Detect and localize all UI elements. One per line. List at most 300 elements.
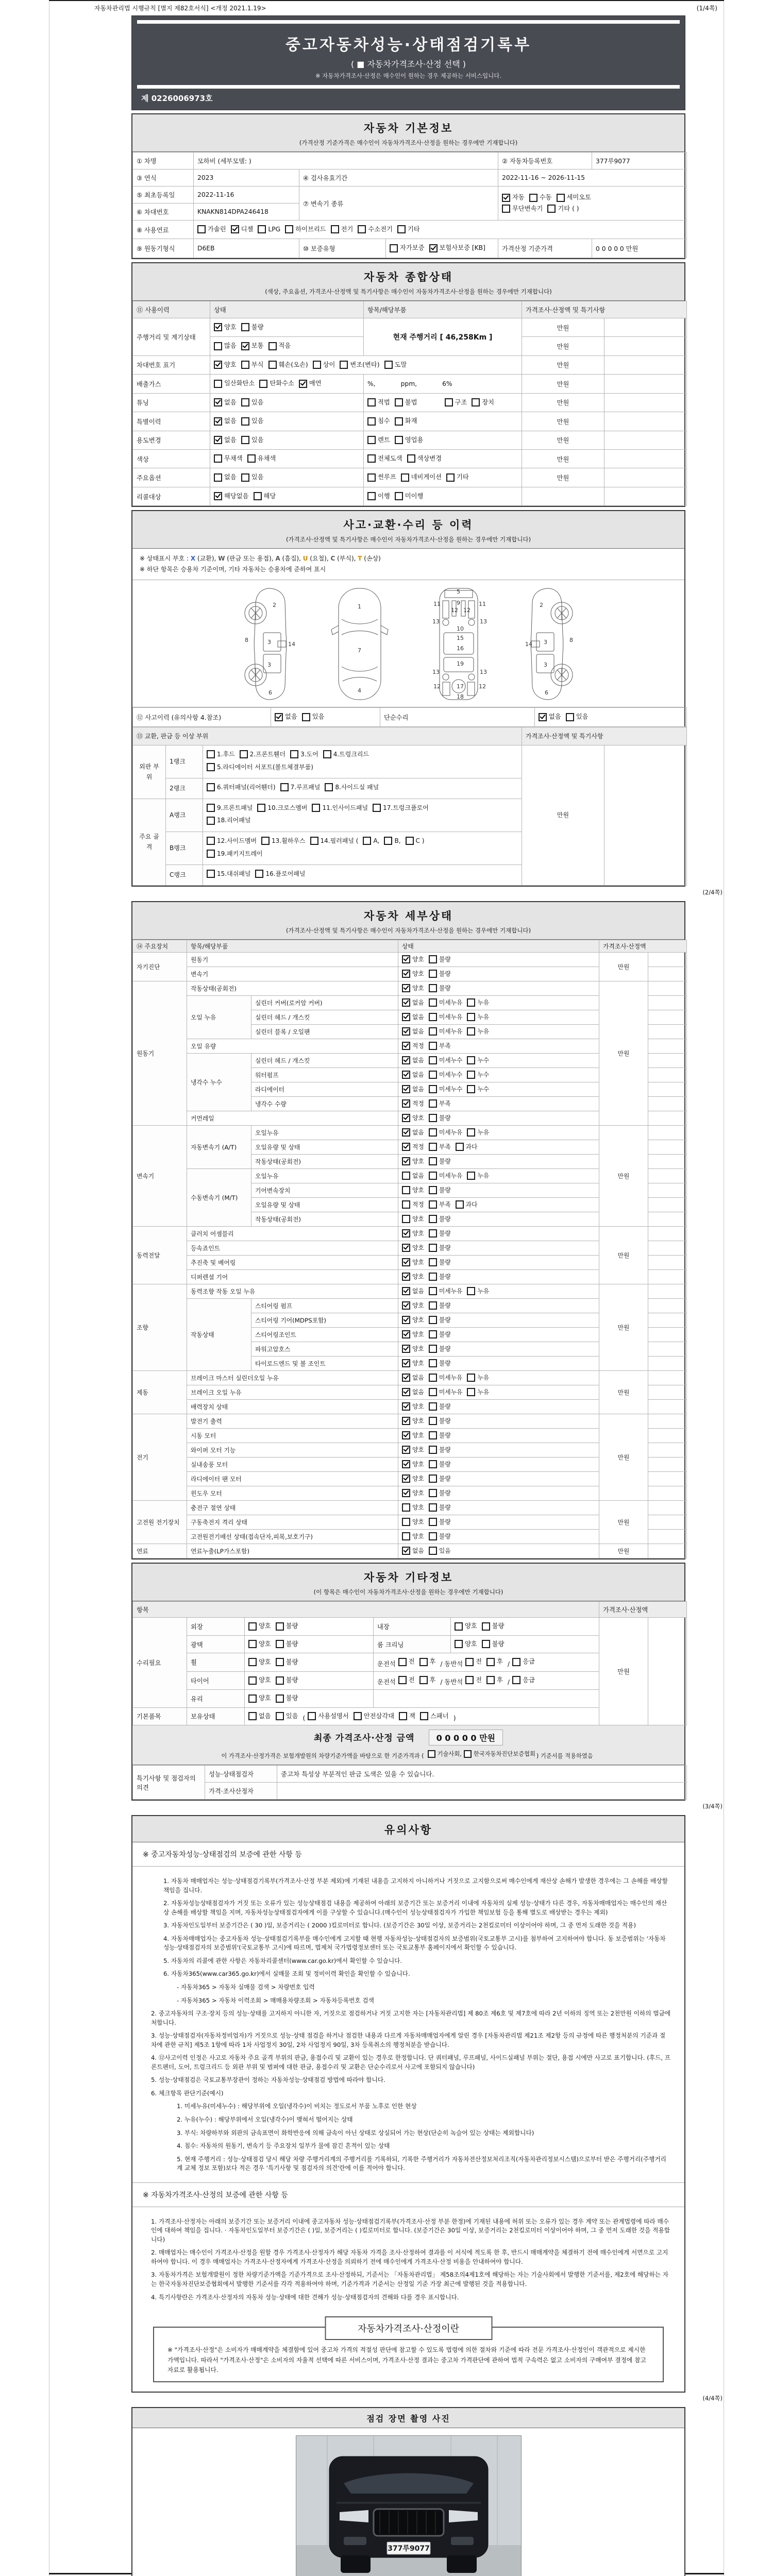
checkbox-group-cell[interactable] [398, 1241, 599, 1256]
checkbox-unchecked-icon[interactable] [390, 244, 398, 252]
checkbox-option[interactable]: 불량 [429, 1358, 451, 1368]
checkbox-option[interactable]: 양호 [402, 1416, 424, 1426]
checkbox-checked-icon[interactable] [402, 1475, 410, 1483]
checkbox-option[interactable]: 전체도색 [367, 453, 402, 464]
checkbox-unchecked-icon[interactable] [367, 454, 376, 463]
checkbox-option[interactable]: 양호 [402, 1228, 424, 1239]
checkbox-unchecked-icon[interactable] [384, 361, 393, 369]
checkbox-option[interactable]: 양호 [214, 360, 237, 370]
checkbox-unchecked-icon[interactable] [367, 492, 376, 500]
checkbox-unchecked-icon[interactable] [472, 398, 480, 406]
checkbox-unchecked-icon[interactable] [512, 1658, 520, 1666]
checkbox-unchecked-icon[interactable] [395, 417, 403, 426]
checkbox-unchecked-icon[interactable] [428, 1750, 435, 1758]
checkbox-option[interactable]: 양호 [402, 1358, 424, 1368]
checkbox-option[interactable]: 기타 [397, 224, 420, 235]
checkbox-group-cell[interactable] [398, 1039, 599, 1053]
checkbox-option[interactable]: 없음 [402, 997, 424, 1008]
checkbox-unchecked-icon[interactable] [467, 1013, 475, 1021]
checkbox-group-cell[interactable] [398, 1183, 599, 1197]
checkbox-unchecked-icon[interactable] [358, 225, 366, 233]
checkbox-option[interactable]: 없음 [214, 435, 237, 446]
checkbox-option[interactable]: C ) [406, 836, 425, 846]
checkbox-unchecked-icon[interactable] [566, 713, 574, 721]
checkbox-group-cell[interactable] [398, 952, 599, 967]
checkbox-option[interactable]: 있음 [566, 711, 589, 722]
checkbox-unchecked-icon[interactable] [395, 398, 403, 406]
checkbox-option[interactable]: 17.트렁크플로어 [373, 803, 429, 813]
checkbox-option[interactable]: 1.후드 [207, 749, 235, 759]
checkbox-option[interactable]: 구조 [445, 397, 467, 408]
checkbox-option[interactable]: 있음 [241, 416, 264, 427]
checkbox-unchecked-icon[interactable] [258, 225, 266, 233]
checkbox-unchecked-icon[interactable] [214, 473, 222, 482]
checkbox-checked-icon[interactable] [402, 970, 410, 978]
checkbox-unchecked-icon[interactable] [429, 955, 437, 963]
checkbox-unchecked-icon[interactable] [399, 1712, 407, 1720]
checkbox-option[interactable]: 보통 [241, 341, 264, 351]
checkbox-unchecked-icon[interactable] [467, 998, 475, 1007]
checkbox-option[interactable]: 7.루프패널 [280, 782, 321, 792]
checkbox-unchecked-icon[interactable] [402, 1172, 410, 1180]
checkbox-option[interactable]: 해당없음 [214, 491, 249, 502]
checkbox-unchecked-icon[interactable] [367, 417, 376, 426]
checkbox-option[interactable]: 있음 [241, 472, 264, 483]
checkbox-unchecked-icon[interactable] [429, 1085, 437, 1093]
checkbox-unchecked-icon[interactable] [419, 1676, 428, 1684]
checkbox-option[interactable]: 양호 [402, 1531, 424, 1541]
checkbox-unchecked-icon[interactable] [207, 804, 215, 812]
checkbox-option[interactable]: 12.사이드멤버 [207, 836, 257, 846]
checkbox-option[interactable]: 누수 [467, 1084, 489, 1094]
checkbox-unchecked-icon[interactable] [429, 1186, 437, 1194]
checkbox-checked-icon[interactable] [429, 244, 438, 252]
checkbox-checked-icon[interactable] [402, 1258, 410, 1266]
checkbox-group-cell[interactable] [398, 1400, 599, 1414]
checkbox-option[interactable]: 11.인사이드패널 [312, 803, 368, 813]
checkbox-option[interactable]: 화재 [395, 416, 417, 427]
checkbox-group-cell[interactable] [398, 1125, 599, 1140]
checkbox-group-cell[interactable] [210, 449, 364, 468]
checkbox-unchecked-icon[interactable] [419, 1658, 428, 1666]
checkbox-unchecked-icon[interactable] [402, 1532, 410, 1540]
checkbox-unchecked-icon[interactable] [207, 837, 215, 845]
checkbox-checked-icon[interactable] [402, 1330, 410, 1338]
checkbox-unchecked-icon[interactable] [207, 783, 215, 791]
checkbox-group-cell[interactable] [398, 1096, 599, 1111]
checkbox-option[interactable]: 없음 [402, 1127, 424, 1138]
checkbox-option[interactable]: 양호 [455, 1621, 477, 1632]
checkbox-unchecked-icon[interactable] [241, 417, 249, 426]
checkbox-option[interactable]: 3.도어 [290, 749, 318, 759]
checkbox-group-cell[interactable] [398, 981, 599, 995]
checkbox-checked-icon[interactable] [299, 380, 307, 388]
checkbox-option[interactable]: A, [363, 836, 379, 846]
checkbox-option[interactable]: 불량 [276, 1675, 298, 1686]
checkbox-unchecked-icon[interactable] [248, 1676, 257, 1685]
checkbox-option[interactable]: 없음 [402, 1286, 424, 1296]
checkbox-unchecked-icon[interactable] [276, 1712, 284, 1720]
checkbox-unchecked-icon[interactable] [429, 1431, 437, 1439]
checkbox-unchecked-icon[interactable] [429, 1503, 437, 1512]
checkbox-option[interactable]: 자가보증 [390, 243, 425, 253]
checkbox-option[interactable]: 미세누유 [429, 1026, 463, 1037]
checkbox-unchecked-icon[interactable] [290, 750, 298, 758]
checkbox-unchecked-icon[interactable] [467, 1071, 475, 1079]
checkbox-unchecked-icon[interactable] [308, 1712, 316, 1720]
checkbox-option[interactable]: 불량 [429, 1243, 451, 1253]
checkbox-unchecked-icon[interactable] [248, 1658, 257, 1666]
checkbox-option[interactable]: 응급 [512, 1675, 535, 1686]
checkbox-group-cell[interactable] [245, 1653, 374, 1671]
checkbox-unchecked-icon[interactable] [467, 1172, 475, 1180]
checkbox-option[interactable]: 부식 [241, 360, 264, 370]
checkbox-group-cell[interactable] [364, 449, 522, 468]
checkbox-unchecked-icon[interactable] [486, 1676, 495, 1684]
checkbox-unchecked-icon[interactable] [465, 1676, 474, 1684]
checkbox-group-cell[interactable] [398, 1443, 599, 1458]
checkbox-option[interactable]: 보험사보증 [KB] [429, 243, 485, 253]
checkbox-unchecked-icon[interactable] [429, 1359, 437, 1367]
car-diagram-top-view[interactable] [320, 585, 397, 703]
checkbox-unchecked-icon[interactable] [276, 1658, 284, 1666]
checkbox-checked-icon[interactable] [402, 1085, 410, 1093]
checkbox-unchecked-icon[interactable] [429, 1489, 437, 1497]
checkbox-unchecked-icon[interactable] [241, 323, 249, 331]
checkbox-option[interactable]: 불량 [429, 1517, 451, 1527]
checkbox-unchecked-icon[interactable] [429, 1273, 437, 1281]
checkbox-option[interactable]: 부족 [429, 1098, 451, 1109]
checkbox-unchecked-icon[interactable] [261, 837, 270, 845]
checkbox-unchecked-icon[interactable] [467, 1374, 475, 1382]
checkbox-checked-icon[interactable] [402, 1301, 410, 1310]
checkbox-unchecked-icon[interactable] [429, 1056, 437, 1064]
checkbox-unchecked-icon[interactable] [429, 1388, 437, 1396]
checkbox-checked-icon[interactable] [275, 713, 283, 721]
checkbox-option[interactable]: 양호 [402, 1329, 424, 1340]
checkbox-unchecked-icon[interactable] [429, 1547, 437, 1555]
checkbox-group-cell[interactable] [210, 318, 364, 336]
fuel-type-options[interactable] [194, 221, 687, 239]
checkbox-option[interactable]: 불량 [429, 1228, 451, 1239]
checkbox-unchecked-icon[interactable] [429, 1402, 437, 1411]
checkbox-checked-icon[interactable] [402, 1114, 410, 1122]
checkbox-option[interactable]: 적정 [402, 1041, 424, 1051]
checkbox-unchecked-icon[interactable] [529, 194, 537, 202]
checkbox-unchecked-icon[interactable] [398, 1676, 407, 1684]
checkbox-option[interactable]: 양호 [402, 1214, 424, 1224]
checkbox-option[interactable]: 하이브리드 [285, 224, 326, 235]
checkbox-option[interactable]: 있음 [302, 711, 325, 722]
checkbox-unchecked-icon[interactable] [402, 1215, 410, 1223]
checkbox-option[interactable]: 불량 [429, 1445, 451, 1455]
checkbox-option[interactable]: 불법 [395, 397, 417, 408]
checkbox-unchecked-icon[interactable] [248, 1622, 257, 1631]
checkbox-option[interactable]: 양호 [402, 1257, 424, 1267]
checkbox-checked-icon[interactable] [402, 1547, 410, 1555]
checkbox-group-cell[interactable] [203, 778, 522, 799]
checkbox-unchecked-icon[interactable] [276, 1640, 284, 1648]
checkbox-option[interactable]: 누유 [467, 1127, 489, 1138]
checkbox-unchecked-icon[interactable] [445, 398, 453, 406]
checkbox-option[interactable]: 불량 [482, 1639, 505, 1650]
checkbox-option[interactable]: 양호 [402, 1185, 424, 1195]
checkbox-unchecked-icon[interactable] [354, 1712, 362, 1720]
checkbox-checked-icon[interactable] [402, 1027, 410, 1036]
checkbox-checked-icon[interactable] [402, 1446, 410, 1454]
checkbox-unchecked-icon[interactable] [455, 1640, 463, 1648]
checkbox-unchecked-icon[interactable] [367, 398, 376, 406]
checkbox-option[interactable]: 무단변속기 [502, 204, 543, 214]
checkbox-group-cell[interactable] [245, 1635, 374, 1653]
checkbox-option[interactable]: 불량 [429, 1401, 451, 1412]
checkbox-unchecked-icon[interactable] [467, 1287, 475, 1295]
checkbox-option[interactable]: 불량 [429, 983, 451, 993]
checkbox-unchecked-icon[interactable] [429, 1417, 437, 1425]
checkbox-option[interactable]: 스패너 [420, 1711, 449, 1722]
checkbox-unchecked-icon[interactable] [302, 713, 310, 721]
checkbox-option[interactable]: 2.프론트휀더 [240, 749, 285, 759]
car-diagram-right-side[interactable] [520, 585, 581, 703]
checkbox-unchecked-icon[interactable] [467, 1128, 475, 1137]
checkbox-option[interactable]: 있음 [276, 1711, 298, 1722]
checkbox-checked-icon[interactable] [214, 417, 222, 426]
checkbox-option[interactable]: 양호 [402, 1300, 424, 1311]
checkbox-option[interactable]: 누유 [467, 1372, 489, 1383]
checkbox-checked-icon[interactable] [402, 998, 410, 1007]
checkbox-option[interactable]: 미세누수 [429, 1070, 463, 1080]
checkbox-option[interactable]: 없음 [275, 711, 297, 722]
checkbox-checked-icon[interactable] [402, 1431, 410, 1439]
checkbox-group-cell[interactable] [398, 1024, 599, 1039]
checkbox-option[interactable]: 불량 [429, 969, 451, 979]
checkbox-unchecked-icon[interactable] [241, 361, 249, 369]
checkbox-unchecked-icon[interactable] [446, 473, 455, 482]
checkbox-unchecked-icon[interactable] [429, 1316, 437, 1324]
checkbox-option[interactable]: 미세누수 [429, 1084, 463, 1094]
checkbox-group-cell[interactable] [398, 1212, 599, 1226]
warranty-type-options[interactable] [386, 239, 498, 258]
checkbox-option[interactable]: 불량 [429, 1430, 451, 1440]
checkbox-unchecked-icon[interactable] [467, 1056, 475, 1064]
checkbox-unchecked-icon[interactable] [456, 1143, 464, 1151]
checkbox-group-cell[interactable] [398, 1342, 599, 1357]
checkbox-checked-icon[interactable] [214, 323, 222, 331]
checkbox-unchecked-icon[interactable] [502, 205, 510, 213]
checkbox-unchecked-icon[interactable] [207, 850, 215, 858]
checkbox-option[interactable]: 양호 [248, 1657, 271, 1668]
checkbox-group-cell[interactable] [364, 431, 522, 449]
checkbox-group-cell[interactable] [398, 1472, 599, 1486]
checkbox-option[interactable]: 불량 [429, 1272, 451, 1282]
checkbox-unchecked-icon[interactable] [429, 1258, 437, 1266]
checkbox-group-cell[interactable] [210, 337, 364, 355]
checkbox-checked-icon[interactable] [402, 1229, 410, 1238]
checkbox-option[interactable]: 불량 [276, 1693, 298, 1704]
checkbox-group-cell[interactable] [398, 1530, 599, 1544]
checkbox-unchecked-icon[interactable] [340, 361, 348, 369]
checkbox-group-cell[interactable] [398, 1458, 599, 1472]
accident-history-options[interactable] [271, 708, 380, 726]
checkbox-group-cell[interactable] [398, 1140, 599, 1154]
checkbox-unchecked-icon[interactable] [429, 1013, 437, 1021]
checkbox-option[interactable]: 미세누유 [429, 997, 463, 1008]
checkbox-checked-icon[interactable] [402, 1157, 410, 1165]
checkbox-checked-icon[interactable] [214, 492, 222, 500]
photo-front-view[interactable] [296, 2435, 522, 2576]
checkbox-option[interactable]: 잭 [399, 1711, 415, 1722]
checkbox-checked-icon[interactable] [402, 1316, 410, 1324]
checkbox-option[interactable]: 양호 [402, 1113, 424, 1123]
checkbox-checked-icon[interactable] [402, 1128, 410, 1137]
checkbox-group-cell[interactable] [398, 1385, 599, 1400]
checkbox-unchecked-icon[interactable] [402, 1186, 410, 1194]
checkbox-checked-icon[interactable] [402, 1042, 410, 1050]
checkbox-unchecked-icon[interactable] [429, 1460, 437, 1468]
checkbox-option[interactable]: 양호 [455, 1639, 477, 1650]
checkbox-checked-icon[interactable] [402, 1417, 410, 1425]
checkbox-group-cell[interactable] [210, 412, 364, 431]
checkbox-checked-icon[interactable] [402, 1402, 410, 1411]
checkbox-option[interactable]: 사용설명서 [308, 1711, 348, 1722]
checkbox-option[interactable]: 16.플로어패널 [255, 869, 305, 879]
checkbox-option[interactable]: 있음 [429, 1546, 451, 1556]
checkbox-unchecked-icon[interactable] [312, 804, 320, 812]
checkbox-checked-icon[interactable] [402, 1071, 410, 1079]
checkbox-group-cell[interactable] [398, 1168, 599, 1183]
checkbox-option[interactable]: 세미오토 [557, 192, 592, 203]
checkbox-option[interactable]: 없음 [402, 1171, 424, 1181]
checkbox-option[interactable]: 누유 [467, 1171, 489, 1181]
transmission-type-options[interactable] [498, 187, 687, 221]
checkbox-option[interactable]: 과다 [456, 1142, 478, 1152]
checkbox-unchecked-icon[interactable] [207, 870, 215, 878]
checkbox-unchecked-icon[interactable] [429, 1200, 437, 1209]
checkbox-option[interactable]: 전 [398, 1656, 415, 1667]
checkbox-group-cell[interactable] [398, 967, 599, 981]
checkbox-unchecked-icon[interactable] [214, 342, 222, 350]
checkbox-option[interactable]: 누유 [467, 1012, 489, 1022]
checkbox-unchecked-icon[interactable] [429, 1475, 437, 1483]
checkbox-group-cell[interactable] [245, 1671, 374, 1689]
checkbox-option[interactable]: 훼손(오손) [268, 360, 308, 370]
checkbox-option[interactable]: 매연 [299, 378, 322, 389]
checkbox-unchecked-icon[interactable] [429, 1518, 437, 1526]
checkbox-option[interactable]: 불량 [429, 1156, 451, 1166]
checkbox-option[interactable]: 불량 [482, 1621, 505, 1632]
checkbox-option[interactable]: 기타 ( ) [547, 204, 579, 214]
checkbox-option[interactable]: 없음 [402, 1012, 424, 1022]
checkbox-option[interactable]: 미세누유 [429, 1012, 463, 1022]
checkbox-unchecked-icon[interactable] [486, 1658, 495, 1666]
checkbox-group-cell[interactable] [398, 1227, 599, 1241]
checkbox-unchecked-icon[interactable] [429, 1157, 437, 1165]
checkbox-option[interactable]: 없음 [402, 1070, 424, 1080]
checkbox-option[interactable]: 부족 [429, 1142, 451, 1152]
checkbox-option[interactable]: 누수 [467, 1070, 489, 1080]
checkbox-group-cell[interactable] [398, 995, 599, 1010]
checkbox-group-cell[interactable] [398, 1270, 599, 1284]
checkbox-unchecked-icon[interactable] [367, 436, 376, 444]
checkbox-checked-icon[interactable] [402, 1460, 410, 1468]
checkbox-unchecked-icon[interactable] [406, 837, 414, 845]
checkbox-unchecked-icon[interactable] [429, 1330, 437, 1338]
checkbox-option[interactable]: 후 [419, 1675, 436, 1686]
checkbox-option[interactable]: 양호 [248, 1675, 271, 1686]
checkbox-option[interactable]: LPG [258, 224, 280, 235]
checkbox-option[interactable]: 양호 [402, 969, 424, 979]
checkbox-option[interactable]: 4.트렁크리드 [323, 749, 369, 759]
checkbox-option[interactable]: 이행 [367, 491, 390, 502]
checkbox-unchecked-icon[interactable] [429, 1114, 437, 1122]
checkbox-option[interactable]: 불량 [429, 1531, 451, 1541]
checkbox-unchecked-icon[interactable] [557, 194, 565, 202]
checkbox-group-cell[interactable] [398, 1010, 599, 1024]
checkbox-option[interactable]: 19.패키지트레이 [207, 849, 263, 859]
checkbox-option[interactable]: 변조(변타) [340, 360, 379, 370]
checkbox-option[interactable]: 없음 [402, 1084, 424, 1094]
checkbox-unchecked-icon[interactable] [241, 473, 249, 482]
checkbox-unchecked-icon[interactable] [429, 1042, 437, 1050]
checkbox-unchecked-icon[interactable] [384, 837, 392, 845]
checkbox-unchecked-icon[interactable] [197, 225, 206, 233]
checkbox-checked-icon[interactable] [539, 713, 547, 721]
checkbox-group-cell[interactable] [398, 1357, 599, 1371]
checkbox-group-cell[interactable] [203, 745, 522, 778]
checkbox-unchecked-icon[interactable] [214, 454, 222, 463]
checkbox-unchecked-icon[interactable] [429, 1532, 437, 1540]
checkbox-checked-icon[interactable] [214, 361, 222, 369]
checkbox-option[interactable]: 있음 [241, 397, 264, 408]
checkbox-group-cell[interactable] [203, 865, 522, 886]
checkbox-unchecked-icon[interactable] [276, 1676, 284, 1685]
checkbox-option[interactable]: 누유 [467, 1026, 489, 1037]
checkbox-unchecked-icon[interactable] [280, 783, 289, 791]
checkbox-option[interactable]: 불량 [429, 1416, 451, 1426]
checkbox-option[interactable]: 침수 [367, 416, 390, 427]
checkbox-checked-icon[interactable] [402, 1143, 410, 1151]
checkbox-option[interactable]: 전 [398, 1675, 415, 1686]
checkbox-group-cell[interactable] [398, 1299, 599, 1313]
checkbox-option[interactable]: 유채색 [247, 453, 276, 464]
checkbox-option[interactable]: 많음 [214, 341, 237, 351]
checkbox-unchecked-icon[interactable] [429, 1374, 437, 1382]
checkbox-option[interactable]: 안전삼각대 [354, 1711, 394, 1722]
checkbox-unchecked-icon[interactable] [429, 1215, 437, 1223]
checkbox-option[interactable]: 상이 [313, 360, 335, 370]
checkbox-group-cell[interactable] [210, 375, 364, 393]
checkbox-unchecked-icon[interactable] [248, 1712, 257, 1720]
checkbox-unchecked-icon[interactable] [467, 1085, 475, 1093]
checkbox-option[interactable]: 불량 [429, 1214, 451, 1224]
checkbox-option[interactable]: 전 [465, 1656, 482, 1667]
checkbox-option[interactable]: 10.크로스멤버 [257, 803, 307, 813]
checkbox-group-cell[interactable] [210, 393, 364, 412]
checkbox-group-cell[interactable] [210, 431, 364, 449]
checkbox-checked-icon[interactable] [214, 436, 222, 444]
checkbox-unchecked-icon[interactable] [257, 804, 265, 812]
checkbox-unchecked-icon[interactable] [323, 750, 331, 758]
checkbox-option[interactable]: 불량 [429, 1257, 451, 1267]
checkbox-unchecked-icon[interactable] [429, 1099, 437, 1108]
checkbox-group-cell[interactable] [210, 355, 522, 374]
checkbox-group-cell[interactable] [398, 1256, 599, 1270]
checkbox-option[interactable]: 15.대쉬패널 [207, 869, 250, 879]
checkbox-option[interactable]: 양호 [402, 1488, 424, 1498]
checkbox-unchecked-icon[interactable] [259, 380, 267, 388]
checkbox-unchecked-icon[interactable] [456, 1200, 464, 1209]
checkbox-option[interactable]: 가솔린 [197, 224, 226, 235]
